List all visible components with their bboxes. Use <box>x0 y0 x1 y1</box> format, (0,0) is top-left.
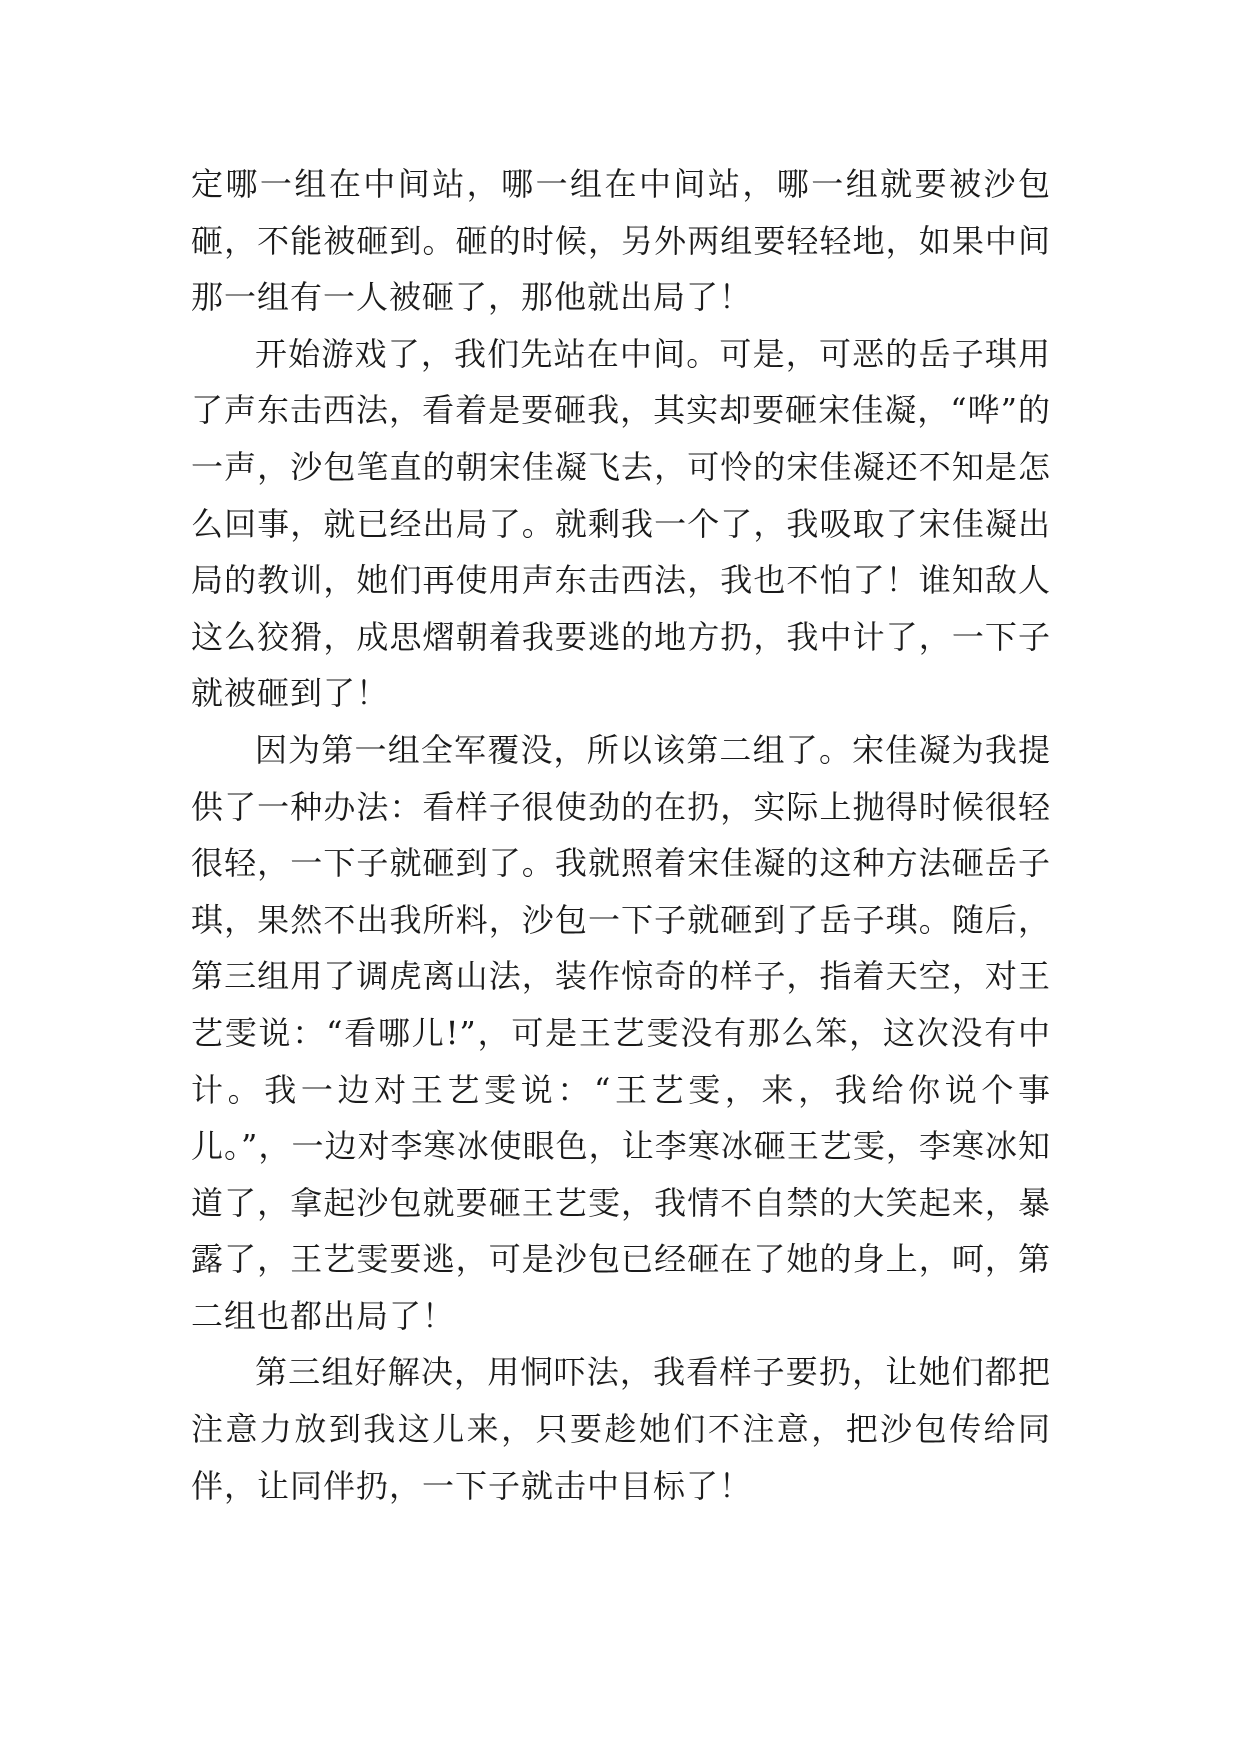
paragraph: 因为第一组全军覆没，所以该第二组了。宋佳凝为我提供了一种办法：看样子很使劲的在扔，实际上抛得时候很轻很轻，一下子就砸到了。我就照着宋佳凝的这种方法砸岳子琪，果然不出我所料，沙包一下子就砸到了岳子琪。随后，第三组用了调虎离山法，装作惊奇的样子，指着天空，对王艺雯说：“看哪儿!”，可是王艺雯没有那么笨，这次没有中计。我一边对王艺雯说：“王艺雯，来，我给你说个事儿。”，一边对李寒冰使眼色，让李寒冰砸王艺雯，李寒冰知道了，拿起沙包就要砸王艺雯，我情不自禁的大笑起来，暴露了，王艺雯要逃，可是沙包已经砸在了她的身上，呵，第二组也都出局了！ <box>191 730 1051 1335</box>
paragraph: 开始游戏了，我们先站在中间。可是，可恶的岳子琪用了声东击西法，看着是要砸我，其实却要砸宋佳凝，“哗”的一声，沙包笔直的朝宋佳凝飞去，可怜的宋佳凝还不知是怎么回事，就已经出局了。就剩我一个了，我吸取了宋佳凝出局的教训，她们再使用声东击西法，我也不怕了！谁知敌人这么狡猾，成思熠朝着我要逃的地方扔，我中计了，一下子就被砸到了！ <box>191 334 1051 713</box>
paragraph: 定哪一组在中间站，哪一组在中间站，哪一组就要被沙包砸，不能被砸到。砸的时候，另外两组要轻轻地，如果中间那一组有一人被砸了，那他就出局了！ <box>191 165 1051 317</box>
paragraph: 第三组好解决，用恫吓法，我看样子要扔，让她们都把注意力放到我这儿来，只要趁她们不注意，把沙包传给同伴，让同伴扔，一下子就击中目标了！ <box>191 1353 1051 1505</box>
body-text <box>191 156 1051 1514</box>
